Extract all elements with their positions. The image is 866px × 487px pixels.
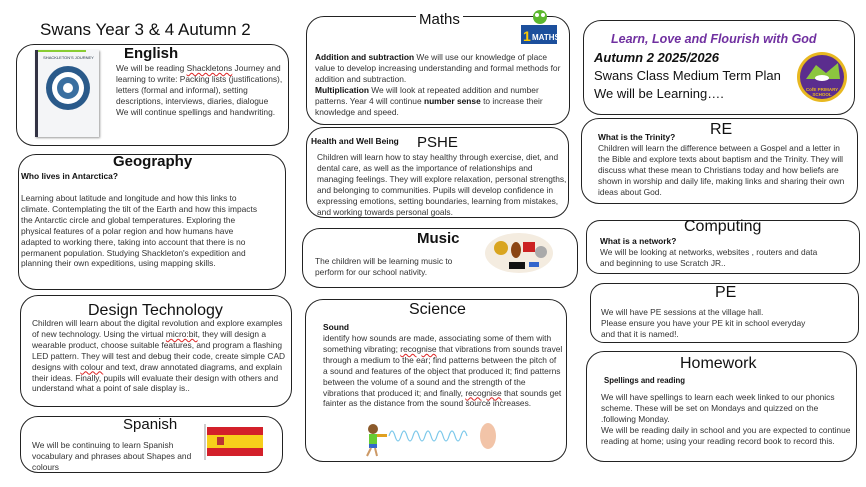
music-heading: Music bbox=[417, 230, 460, 247]
geography-text: Learning about latitude and longitude and how this links to climate. Contemplating the tilt of the Earth and how this impacts the Antarctic circle and global temperatures. Exploring the physical features of a polar region and how humans have adapted to working there, taking into account that there is no permanent population. Studying Shackleton's expedition and planning their own expeditions, using mapping skills. bbox=[21, 193, 258, 269]
svg-text:SCHOOL: SCHOOL bbox=[812, 92, 832, 97]
maths-heading: Maths bbox=[416, 11, 463, 28]
book-cover-image: SHACKLETON'S JOURNEY bbox=[35, 50, 99, 137]
sound-waves-illustration bbox=[363, 422, 498, 458]
svg-text:CofE PRIMARY: CofE PRIMARY bbox=[805, 87, 839, 92]
term-label: Autumn 2 2025/2026 bbox=[594, 50, 720, 65]
homework-heading: Homework bbox=[680, 355, 757, 372]
music-text: The children will be learning music to perform for our school nativity. bbox=[315, 256, 453, 277]
design-technology-text: Children will learn about the digital revolution and explore examples of new technology. Using the virtual micro:bit, they will design a wearable product, choose suitable features, and program a flashing LED pattern. They will test and debug their code, create simple CAD designs with colour and text, draw annotated diagrams, and explain their ideas. Finally, pupils will evaluate their design with others and understand what a point of sale display is.. bbox=[32, 318, 286, 394]
svg-text:1: 1 bbox=[523, 28, 531, 44]
spanish-text: We will be continuing to learn Spanish vocabulary and phrases about Shapes and colours bbox=[32, 440, 192, 472]
svg-text:MATHS: MATHS bbox=[532, 33, 558, 42]
re-heading: RE bbox=[710, 121, 733, 138]
design-technology-heading: Design Technology bbox=[88, 302, 223, 319]
science-text: identify how sounds are made, associating some of them with something vibrating; recognise that vibrations from sounds travel through a medium to the ear; find patterns between the pitch of a sound and features of the object that produced it; find patterns between the volume of a sound and the strength of the vibrations that produced it; and finally, recognise that sounds get fainter as the distance from the sound source increases. bbox=[323, 333, 563, 409]
geography-subheading: Who lives in Antarctica? bbox=[21, 171, 118, 181]
re-subheading: What is the Trinity? bbox=[598, 132, 676, 142]
one-minute-maths-logo bbox=[520, 8, 558, 45]
pshe-text: Children will learn how to stay healthy through exercise, diet, and dental care, as well as the importance of relationships and managing feelings. They will explore relaxation, personal strengths, and belonging to communities. Pupils will develop confidence in expressing emotions, setting boundaries, learning from mistakes, and working towards personal goals. bbox=[317, 152, 567, 217]
english-text: We will be reading Shackletons Journey and learning to write: Packing lists (justifications), letters (formal and informal), setting descriptions, interviews, diaries, dialogue We will continue spellings and handwriting. bbox=[116, 63, 283, 117]
pe-heading: PE bbox=[715, 284, 737, 301]
computing-subheading: What is a network? bbox=[600, 236, 677, 246]
learning-label: We will be Learning…. bbox=[594, 86, 724, 101]
science-subheading: Sound bbox=[323, 322, 350, 332]
geography-heading: Geography bbox=[113, 153, 193, 170]
school-logo bbox=[796, 51, 848, 103]
school-motto: Learn, Love and Flourish with God bbox=[611, 32, 817, 46]
maths-text: Addition and subtraction We will use our knowledge of place value to develop increasing understanding and formal methods for addition and subtraction. Multiplication We will look at repeated addition and number patterns. Year 4 will continue number sense to increase their knowledge and speed. bbox=[315, 52, 561, 117]
spanish-heading: Spanish bbox=[123, 416, 178, 433]
homework-text: We will have spellings to learn each week linked to our phonics scheme. These will be set on Mondays and quizzed on the .following Monday. We will be reading daily in school and you are expected to continue reading at home; using your reading record book to record this. bbox=[601, 392, 851, 446]
homework-subheading: Spellings and reading bbox=[604, 376, 686, 385]
page-title: Swans Year 3 & 4 Autumn 2 bbox=[40, 20, 251, 39]
spain-flag-image bbox=[203, 424, 265, 460]
pshe-subheading: Health and Well Being bbox=[311, 136, 399, 146]
science-heading: Science bbox=[409, 301, 466, 318]
re-text: Children will learn the difference between a Gospel and a letter in the Bible and explore texts about baptism and the Trinity. They will discuss what these mean to Christians today and how beliefs are shown in worship and daily life, making links and sharing their own ideas about God. bbox=[598, 143, 845, 197]
computing-text: We will be looking at networks, websites , routers and data and beginning to use Scratch JR.. bbox=[600, 247, 818, 268]
computing-heading: Computing bbox=[684, 218, 762, 235]
plan-label: Swans Class Medium Term Plan bbox=[594, 68, 781, 83]
music-instruments-image bbox=[483, 228, 555, 277]
pe-text: We will have PE sessions at the village hall. Please ensure you have your PE kit in school everyday and that it is named!. bbox=[601, 307, 806, 339]
english-heading: English bbox=[124, 45, 179, 62]
pshe-heading: PSHE bbox=[417, 134, 458, 151]
